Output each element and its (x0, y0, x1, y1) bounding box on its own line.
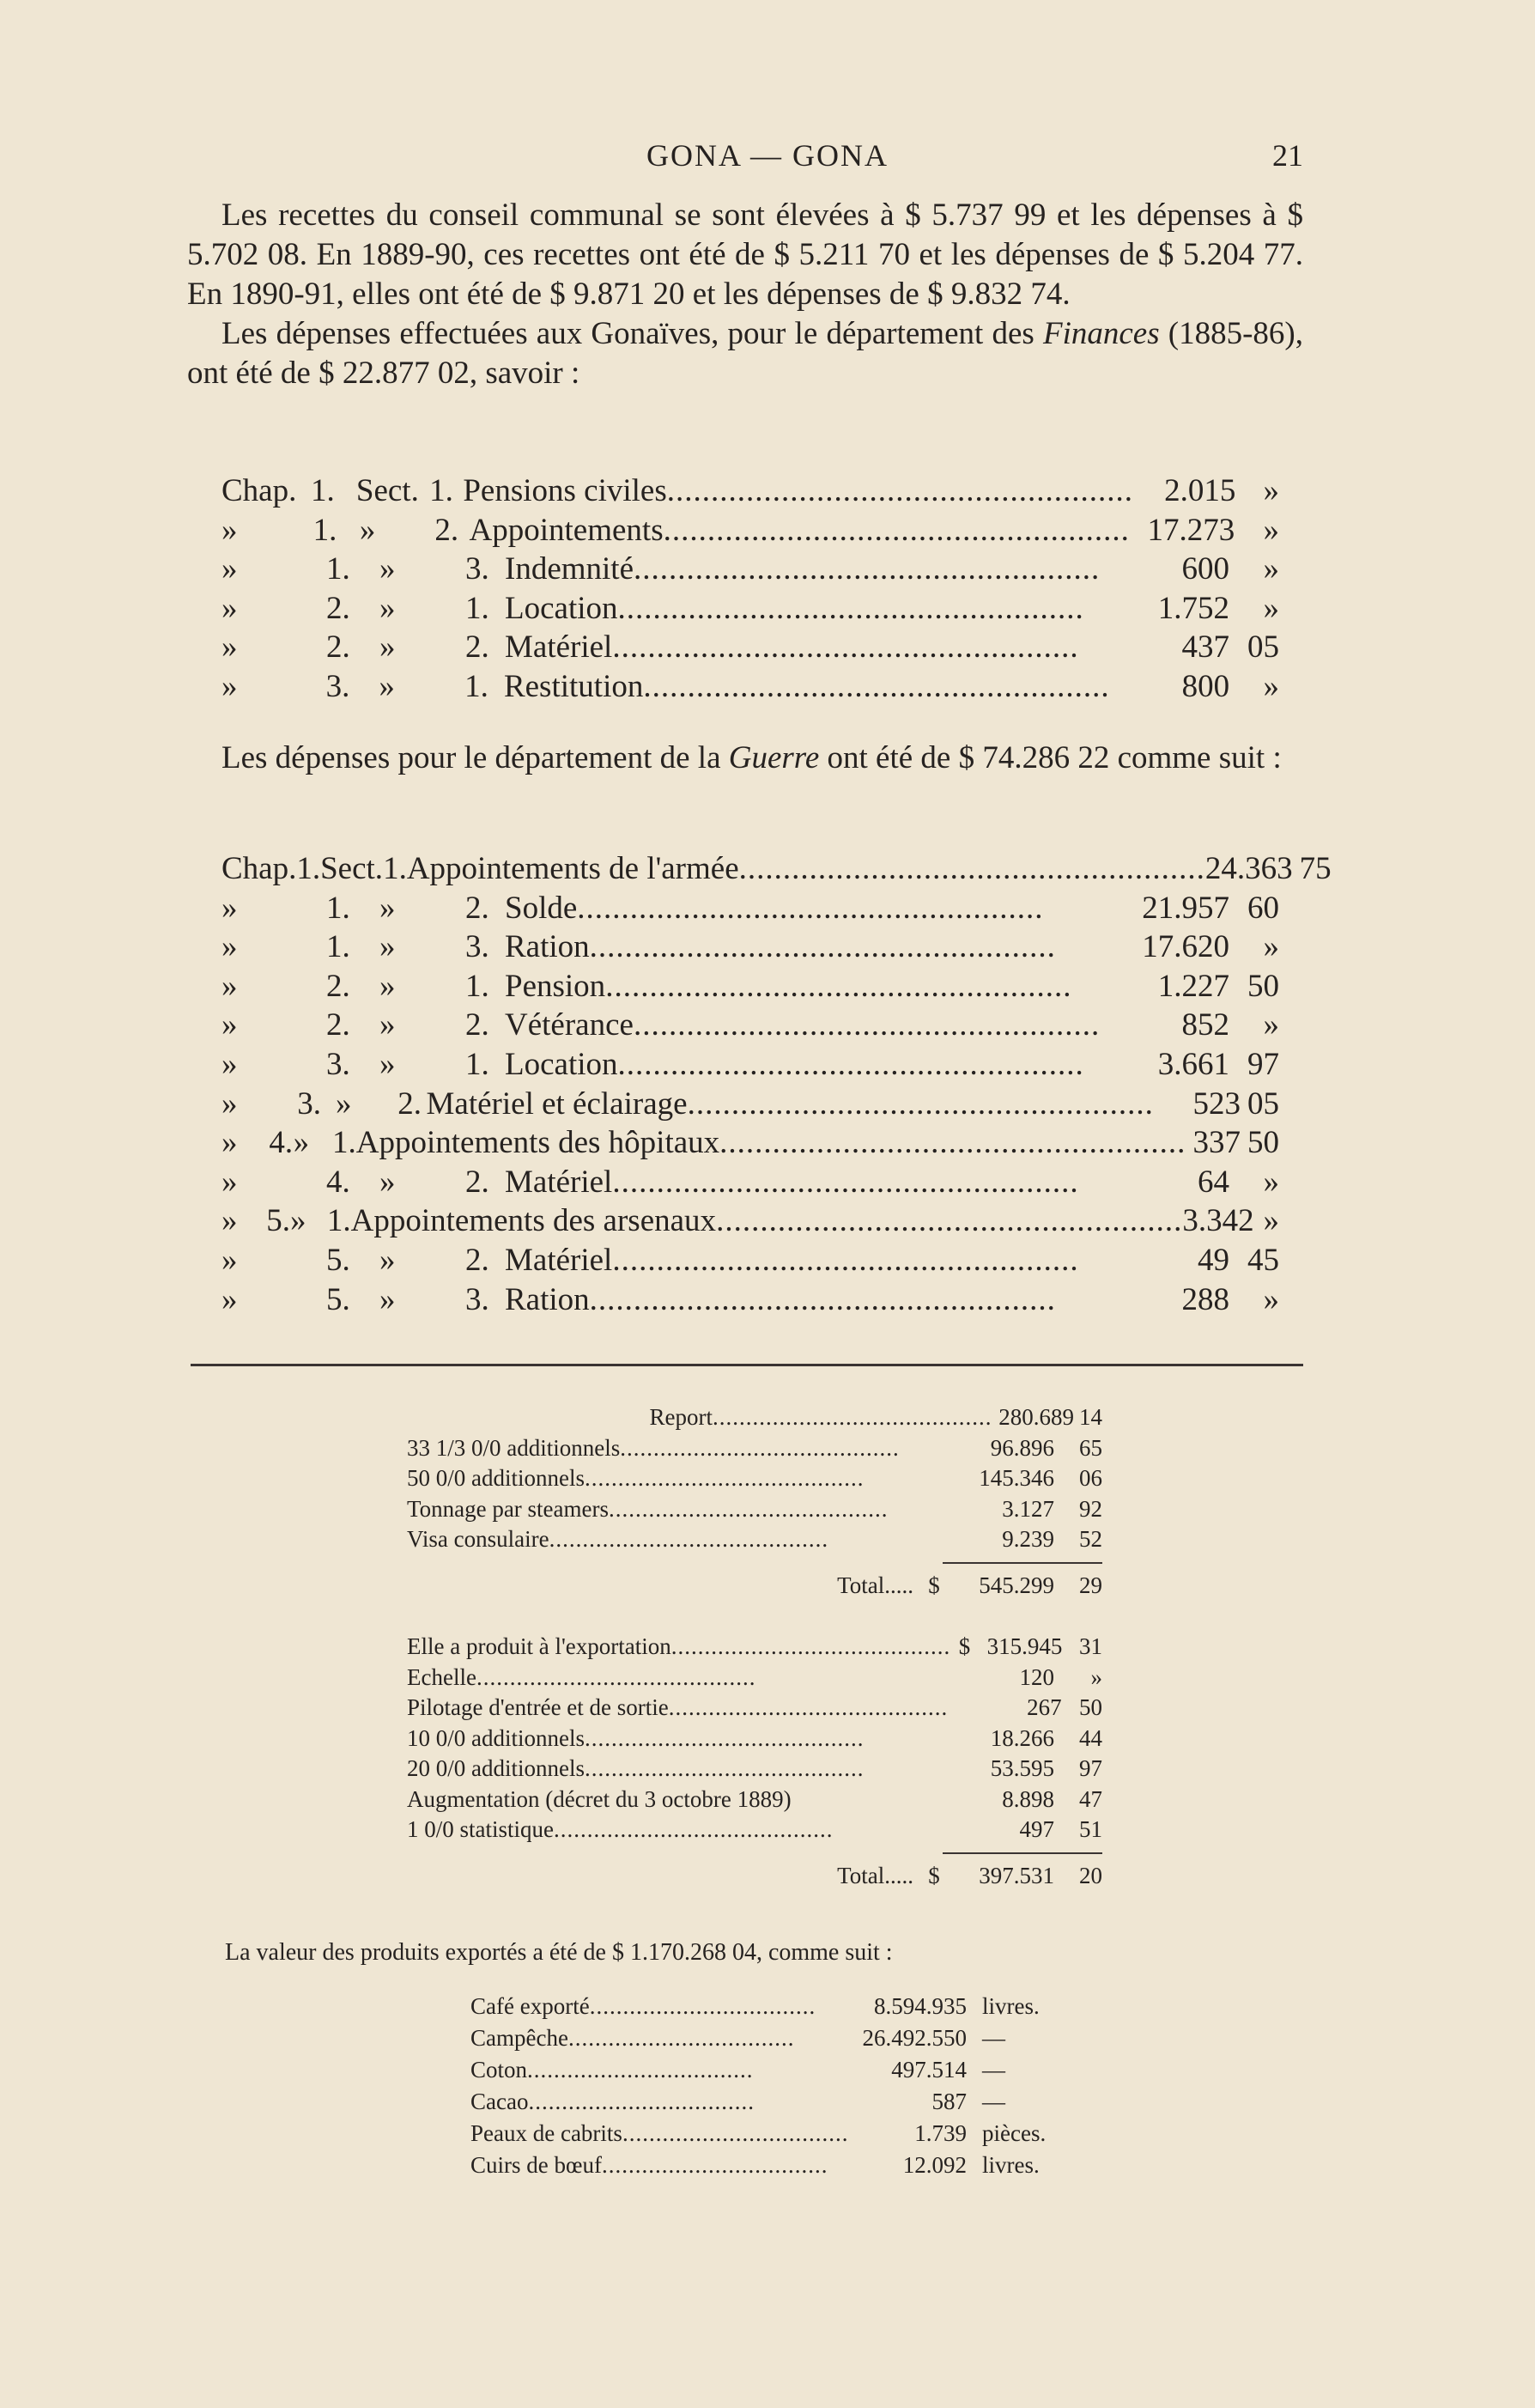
chap-number: 3. (297, 1085, 321, 1122)
amount-cell: 267 (1027, 1694, 1062, 1720)
row-label: Report.......................................... (407, 1404, 992, 1431)
label-text: Ration (505, 1281, 590, 1317)
chap-cell: » (221, 890, 238, 926)
total-amount: 397.531 (979, 1862, 1054, 1888)
table-row (407, 1725, 1102, 1756)
page-header (0, 137, 1535, 180)
cents-cell: » (1263, 1281, 1279, 1317)
table-row (407, 1664, 1102, 1695)
amount-cell: 17.620 (1142, 929, 1229, 965)
amount-cell: 437 (1181, 629, 1229, 666)
cents-cell: 92 (1079, 1495, 1102, 1522)
label-text: Pensions civiles (463, 473, 667, 508)
cents-cell: 65 (1079, 1434, 1102, 1461)
chap-cell: » (221, 1046, 238, 1082)
table-row (221, 1202, 1279, 1242)
sect-number: 1. (429, 473, 453, 508)
finances-text-start: Les dépenses effectuées aux Gonaïves, pour le département des (221, 316, 1043, 351)
sect-number: 3. (465, 929, 489, 965)
row-label: Appointements des hôpitaux..................................................... (355, 1125, 1186, 1161)
label-text: 33 1/3 0/0 additionnels (407, 1434, 621, 1461)
amount-cell: 315.945 (986, 1633, 1063, 1659)
label-text: Appointements des hôpitaux (355, 1125, 720, 1161)
chap-cell: » (221, 590, 238, 626)
quantity-cell: 12.092 (902, 2152, 967, 2178)
cents-cell: 50 (1247, 968, 1279, 1004)
cents-cell: 45 (1247, 1242, 1279, 1278)
row-label: Elle a produit à l'exportation.......................................... (407, 1633, 951, 1659)
quantity-cell: 8.594.935 (874, 1993, 967, 2019)
cents-cell: » (1263, 551, 1279, 587)
label-text: Peaux de cabrits (470, 2120, 622, 2146)
guerre-intro (187, 739, 1303, 778)
label-text: 10 0/0 additionnels (407, 1724, 585, 1751)
table-row (407, 1816, 1102, 1847)
chap-number: 3. (325, 668, 350, 704)
sect-number: 1. (465, 968, 489, 1004)
chap-number: 2. (326, 1007, 350, 1043)
cents-cell: » (1263, 1007, 1279, 1043)
table-row (221, 928, 1279, 968)
cents-cell: 75 (1299, 851, 1332, 886)
amount-cell: 852 (1181, 1007, 1229, 1043)
row-label: Pension..................................................... (505, 968, 1072, 1004)
row-label: Indemnité..................................................... (505, 551, 1101, 587)
label-text: Cuirs de bœuf (470, 2152, 602, 2178)
row-label: Vétérance..................................................... (505, 1007, 1101, 1043)
table-row (470, 2152, 1123, 2184)
row-label: Matériel et éclairage..................................................... (426, 1085, 1154, 1122)
row-label: 33 1/3 0/0 additionnels.......................................... (407, 1434, 900, 1461)
amount-cell: 53.595 (990, 1755, 1054, 1781)
label-text: Café exporté (470, 1993, 590, 2019)
table-row (221, 850, 1332, 890)
label-text: Matériel (505, 629, 613, 666)
sect-cell: » (379, 968, 396, 1004)
label-text: Appointements (469, 512, 664, 548)
row-label: 1 0/0 statistique.......................................... (407, 1816, 834, 1842)
label-text: Matériel (505, 1242, 613, 1278)
cents-cell: 44 (1079, 1724, 1102, 1751)
paragraph-finances (187, 314, 1303, 393)
finances-word: Finances (1042, 316, 1160, 351)
quantity-cell: 497.514 (891, 2057, 967, 2083)
chap-number: 5. (326, 1242, 350, 1278)
amount-cell: 145.346 (979, 1465, 1054, 1491)
amount-cell: 3.127 (1002, 1495, 1054, 1522)
table-row (470, 2120, 1123, 2152)
cents-cell: 05 (1247, 629, 1279, 666)
cents-cell: 51 (1079, 1816, 1102, 1842)
label-text: Ration (505, 929, 590, 965)
cents-cell: » (1263, 590, 1279, 626)
chap-cell: » (221, 629, 238, 666)
table-row (221, 472, 1279, 512)
unit-cell: — (982, 2057, 1005, 2083)
sect-number: 1. (464, 668, 488, 704)
sect-cell: » (379, 668, 395, 704)
label-text: Elle a produit à l'exportation (407, 1633, 671, 1659)
sect-cell: » (379, 629, 396, 666)
row-label: Ration..................................................... (505, 1281, 1056, 1317)
row-label: Appointements des arsenaux..................................................... (350, 1203, 1183, 1239)
running-title: GONA — GONA (646, 138, 889, 173)
total-cents: 29 (1079, 1572, 1102, 1598)
chap-number: 4. (326, 1164, 350, 1200)
section-divider (191, 1364, 1303, 1366)
sect-number: 2. (465, 1242, 489, 1278)
sect-number: 1. (383, 851, 407, 886)
label-text: Report (649, 1404, 713, 1430)
quantity-cell: 26.492.550 (862, 2025, 967, 2051)
table-row (470, 1993, 1123, 2025)
table-row (407, 1404, 1102, 1435)
row-label: Visa consulaire.......................................... (407, 1526, 829, 1552)
unit-cell: livres. (982, 2152, 1040, 2178)
sect-cell: » (379, 551, 396, 587)
chap-cell: » (221, 1007, 238, 1043)
amount-cell: 17.273 (1147, 512, 1235, 548)
chap-number: 2. (326, 590, 350, 626)
row-label: Café exporté.................................. (470, 1993, 816, 2019)
page-number: 21 (1272, 138, 1303, 173)
label-text: Vétérance (505, 1007, 634, 1043)
sect-cell: Sect. (320, 851, 384, 886)
row-label: Campêche.................................. (470, 2025, 795, 2051)
row-label: Cacao.................................. (470, 2089, 755, 2114)
label-text: Pilotage d'entrée et de sortie (407, 1694, 669, 1720)
table-row (221, 1124, 1279, 1164)
sect-cell: » (290, 1203, 306, 1239)
amount-cell: 64 (1198, 1164, 1229, 1200)
amount-cell: 24.363 (1204, 851, 1293, 886)
sect-cell: » (379, 1242, 396, 1278)
total-row (407, 1863, 1102, 1894)
cents-cell: » (1263, 1203, 1279, 1239)
row-label (407, 1786, 917, 1813)
amount-cell: 800 (1181, 668, 1230, 704)
label-text: Pension (505, 968, 606, 1004)
chap-number: 1. (326, 890, 350, 926)
chap-number: 1. (326, 551, 350, 587)
table-row (221, 968, 1279, 1007)
chap-number: 5. (326, 1281, 350, 1317)
label-text: Visa consulaire (407, 1526, 549, 1552)
table-row (221, 1242, 1279, 1281)
sect-number: 1. (326, 1203, 351, 1239)
amount-cell: 9.239 (1002, 1526, 1054, 1552)
table-row (407, 1465, 1102, 1496)
chap-cell: » (221, 929, 238, 965)
cents-cell: » (1263, 929, 1279, 965)
table-row (407, 1435, 1102, 1466)
sect-cell: » (379, 1281, 396, 1317)
products-table (470, 1993, 1123, 2184)
sect-cell: Sect. (355, 473, 419, 508)
sect-number: 3. (465, 551, 489, 587)
row-label: Location..................................................... (505, 1046, 1084, 1082)
table-row (221, 668, 1279, 708)
table-row (221, 1006, 1279, 1046)
report-table (407, 1404, 1102, 1602)
currency-sign: $ (928, 1862, 940, 1888)
guerre-text-start: Les dépenses pour le département de la (221, 740, 729, 775)
label-text: 1 0/0 statistique (407, 1816, 554, 1842)
cents-cell: 47 (1079, 1785, 1102, 1812)
paragraph-guerre (187, 739, 1303, 778)
cents-cell: » (1263, 473, 1279, 508)
cents-cell: 60 (1247, 890, 1279, 926)
table-row (407, 1526, 1102, 1557)
amount-cell: 8.898 (1002, 1785, 1054, 1812)
label-text: Indemnité (505, 551, 634, 587)
amount-cell: 288 (1181, 1281, 1229, 1317)
sect-cell: » (379, 590, 396, 626)
row-label: Pensions civiles..................................................... (463, 473, 1134, 508)
label-text: Coton (470, 2057, 528, 2083)
row-label: Cuirs de bœuf.................................. (470, 2152, 828, 2178)
cents-cell: » (1263, 1164, 1279, 1200)
amount-cell: 1.227 (1157, 968, 1229, 1004)
label-text: Appointements de l'armée (406, 851, 739, 886)
sect-number: 1. (465, 1046, 489, 1082)
label-text: 50 0/0 additionnels (407, 1465, 585, 1491)
row-label: Pilotage d'entrée et de sortie.......................................... (407, 1694, 949, 1720)
total-row (407, 1572, 1102, 1603)
sect-cell: » (379, 1046, 396, 1082)
chap-number: 1. (326, 929, 350, 965)
sect-number: 2. (397, 1085, 422, 1122)
table-row (221, 1046, 1279, 1085)
chap-cell: » (221, 1125, 238, 1161)
sect-cell: » (379, 890, 396, 926)
row-label: Restitution..................................................... (503, 668, 1110, 704)
quantity-cell: 1.739 (914, 2120, 967, 2146)
currency-sign: $ (928, 1572, 940, 1598)
chap-cell: Chap. (221, 473, 297, 508)
cents-cell: » (1090, 1663, 1102, 1690)
total-label: Total..... (837, 1862, 913, 1888)
amount-cell: 600 (1181, 551, 1229, 587)
sect-cell: » (293, 1125, 310, 1161)
chap-cell: » (221, 1203, 238, 1239)
sect-cell: » (359, 512, 376, 548)
row-label: Ration..................................................... (505, 929, 1056, 965)
sect-number: 2. (465, 1007, 489, 1043)
cents-cell: 50 (1079, 1694, 1102, 1720)
intro-text (187, 196, 1303, 393)
table-row (221, 1281, 1279, 1321)
chap-cell: » (221, 512, 238, 548)
row-label: Matériel..................................................... (505, 629, 1079, 666)
chap-number: 5. (266, 1203, 291, 1239)
label-text: Matériel et éclairage (426, 1085, 688, 1122)
unit-cell: — (982, 2089, 1005, 2114)
row-label: Solde..................................................... (505, 890, 1044, 926)
amount-cell: 3.342 (1182, 1203, 1254, 1239)
guerre-expense-table (221, 850, 1332, 1320)
row-label: Appointements de l'armée..................................................... (406, 851, 1205, 886)
cents-cell: » (1263, 668, 1279, 704)
sect-cell: » (336, 1085, 352, 1122)
table-row (407, 1496, 1102, 1527)
table-row (221, 1164, 1279, 1203)
amount-cell: 2.015 (1164, 473, 1236, 508)
label-text: Cacao (470, 2089, 529, 2114)
unit-cell: livres. (982, 1993, 1040, 2019)
row-label: Echelle.......................................... (407, 1663, 756, 1690)
row-label: Tonnage par steamers.......................................... (407, 1495, 889, 1522)
chap-cell: » (221, 1085, 238, 1122)
chap-cell: » (221, 1164, 238, 1200)
finances-text-end: (1885-86), ont été de $ 22.877 02, savoir : (187, 316, 1303, 391)
chap-cell: » (221, 1242, 238, 1278)
row-label: 50 0/0 additionnels.......................................... (407, 1465, 865, 1491)
row-label: Matériel..................................................... (505, 1242, 1079, 1278)
label-text: Matériel (505, 1164, 613, 1200)
label-text: Location (505, 1046, 618, 1082)
table-row (221, 629, 1279, 668)
amount-cell: 21.957 (1142, 890, 1229, 926)
sect-cell: » (379, 1164, 396, 1200)
total-cents: 20 (1079, 1862, 1102, 1888)
guerre-word: Guerre (728, 740, 820, 775)
row-label: 20 0/0 additionnels.......................................... (407, 1755, 865, 1781)
quantity-cell: 587 (931, 2089, 967, 2114)
cents-cell: 52 (1079, 1526, 1102, 1552)
chap-cell: Chap. (221, 851, 297, 886)
chap-cell: » (221, 551, 238, 587)
chap-cell: » (221, 668, 238, 704)
table-row (221, 890, 1279, 929)
chap-number: 1. (296, 851, 321, 886)
label-text: Echelle (407, 1663, 476, 1690)
label-text: Restitution (503, 668, 644, 704)
label-text: Appointements des arsenaux (350, 1203, 717, 1239)
table-row (407, 1633, 1102, 1664)
export-duties-table (407, 1633, 1102, 1893)
table-row (221, 590, 1279, 629)
chap-number: 3. (326, 1046, 350, 1082)
finances-expense-table (221, 472, 1279, 708)
total-rule (943, 1852, 1102, 1854)
label-text: Campêche (470, 2025, 568, 2051)
row-label: Appointements..................................................... (469, 512, 1130, 548)
amount-cell: 523 (1192, 1085, 1241, 1122)
sect-number: 2. (465, 629, 489, 666)
unit-cell: — (982, 2025, 1005, 2051)
row-label: Coton.................................. (470, 2057, 754, 2083)
amount-cell: 1.752 (1157, 590, 1229, 626)
currency-sign: $ (958, 1633, 971, 1659)
chap-number: 2. (326, 629, 350, 666)
export-value-sentence: La valeur des produits exportés a été de $ 1.170.268 04, comme suit : (225, 1939, 893, 1966)
sect-cell: » (379, 1007, 396, 1043)
table-row (470, 2057, 1123, 2089)
chap-cell: » (221, 968, 238, 1004)
amount-cell: 18.266 (990, 1724, 1054, 1751)
label-text: Location (505, 590, 618, 626)
table-row (221, 550, 1279, 590)
chap-number: 2. (326, 968, 350, 1004)
chap-number: 1. (311, 473, 335, 508)
row-label: Matériel..................................................... (505, 1164, 1079, 1200)
sect-number: 1. (332, 1125, 356, 1161)
sect-number: 2. (465, 1164, 489, 1200)
cents-cell: » (1263, 512, 1279, 548)
chap-number: 1. (312, 512, 337, 548)
sect-number: 2. (465, 890, 489, 926)
row-label: Peaux de cabrits.................................. (470, 2120, 849, 2146)
unit-cell: pièces. (982, 2120, 1047, 2146)
amount-cell: 96.896 (990, 1434, 1054, 1461)
sect-number: 3. (465, 1281, 489, 1317)
amount-cell: 497 (1019, 1816, 1054, 1842)
table-row (407, 1786, 1102, 1817)
cents-cell: 06 (1079, 1465, 1102, 1491)
table-row (407, 1694, 1102, 1725)
amount-cell: 337 (1192, 1125, 1241, 1161)
amount-cell: 49 (1198, 1242, 1229, 1278)
cents-cell: 05 (1247, 1085, 1279, 1122)
sect-cell: » (379, 929, 396, 965)
sect-number: 2. (434, 512, 459, 548)
cents-cell: 97 (1247, 1046, 1279, 1082)
label-text: Augmentation (décret du 3 octobre 1889) (407, 1785, 792, 1812)
amount-cell: 3.661 (1157, 1046, 1229, 1082)
label-text: 20 0/0 additionnels (407, 1755, 585, 1781)
chap-number: 4. (269, 1125, 294, 1161)
total-label: Total..... (837, 1572, 913, 1598)
amount-cell: 120 (1019, 1663, 1054, 1690)
table-row (221, 512, 1279, 551)
row-label: 10 0/0 additionnels.......................................... (407, 1724, 865, 1751)
cents-cell: 50 (1247, 1125, 1279, 1161)
table-row (221, 1085, 1279, 1125)
guerre-text-end: ont été de $ 74.286 22 comme suit : (819, 740, 1282, 775)
chap-cell: » (221, 1281, 238, 1317)
table-row (470, 2025, 1123, 2057)
label-text: Solde (505, 890, 578, 926)
paragraph-conseil-communal: Les recettes du conseil communal se sont élevées à $ 5.737 99 et les dépenses à $ 5.702 08. En 1889-90, ces recettes ont été de $ 5.211 70 et les dépenses de $ 5.204 77. En 1890-91, elles ont été de $ 9.871 20 et les dépenses de $ 9.832 74. (187, 198, 1303, 312)
table-row (470, 2089, 1123, 2120)
cents-cell: 31 (1078, 1633, 1102, 1659)
table-row (407, 1755, 1102, 1786)
sect-number: 1. (465, 590, 489, 626)
label-text: Tonnage par steamers (407, 1495, 610, 1522)
total-rule (943, 1562, 1102, 1564)
row-label: Location..................................................... (505, 590, 1084, 626)
total-amount: 545.299 (979, 1572, 1054, 1598)
cents-cell: 97 (1079, 1755, 1102, 1781)
cents-cell: 14 (1079, 1404, 1102, 1430)
amount-cell: 280.689 (998, 1404, 1074, 1430)
